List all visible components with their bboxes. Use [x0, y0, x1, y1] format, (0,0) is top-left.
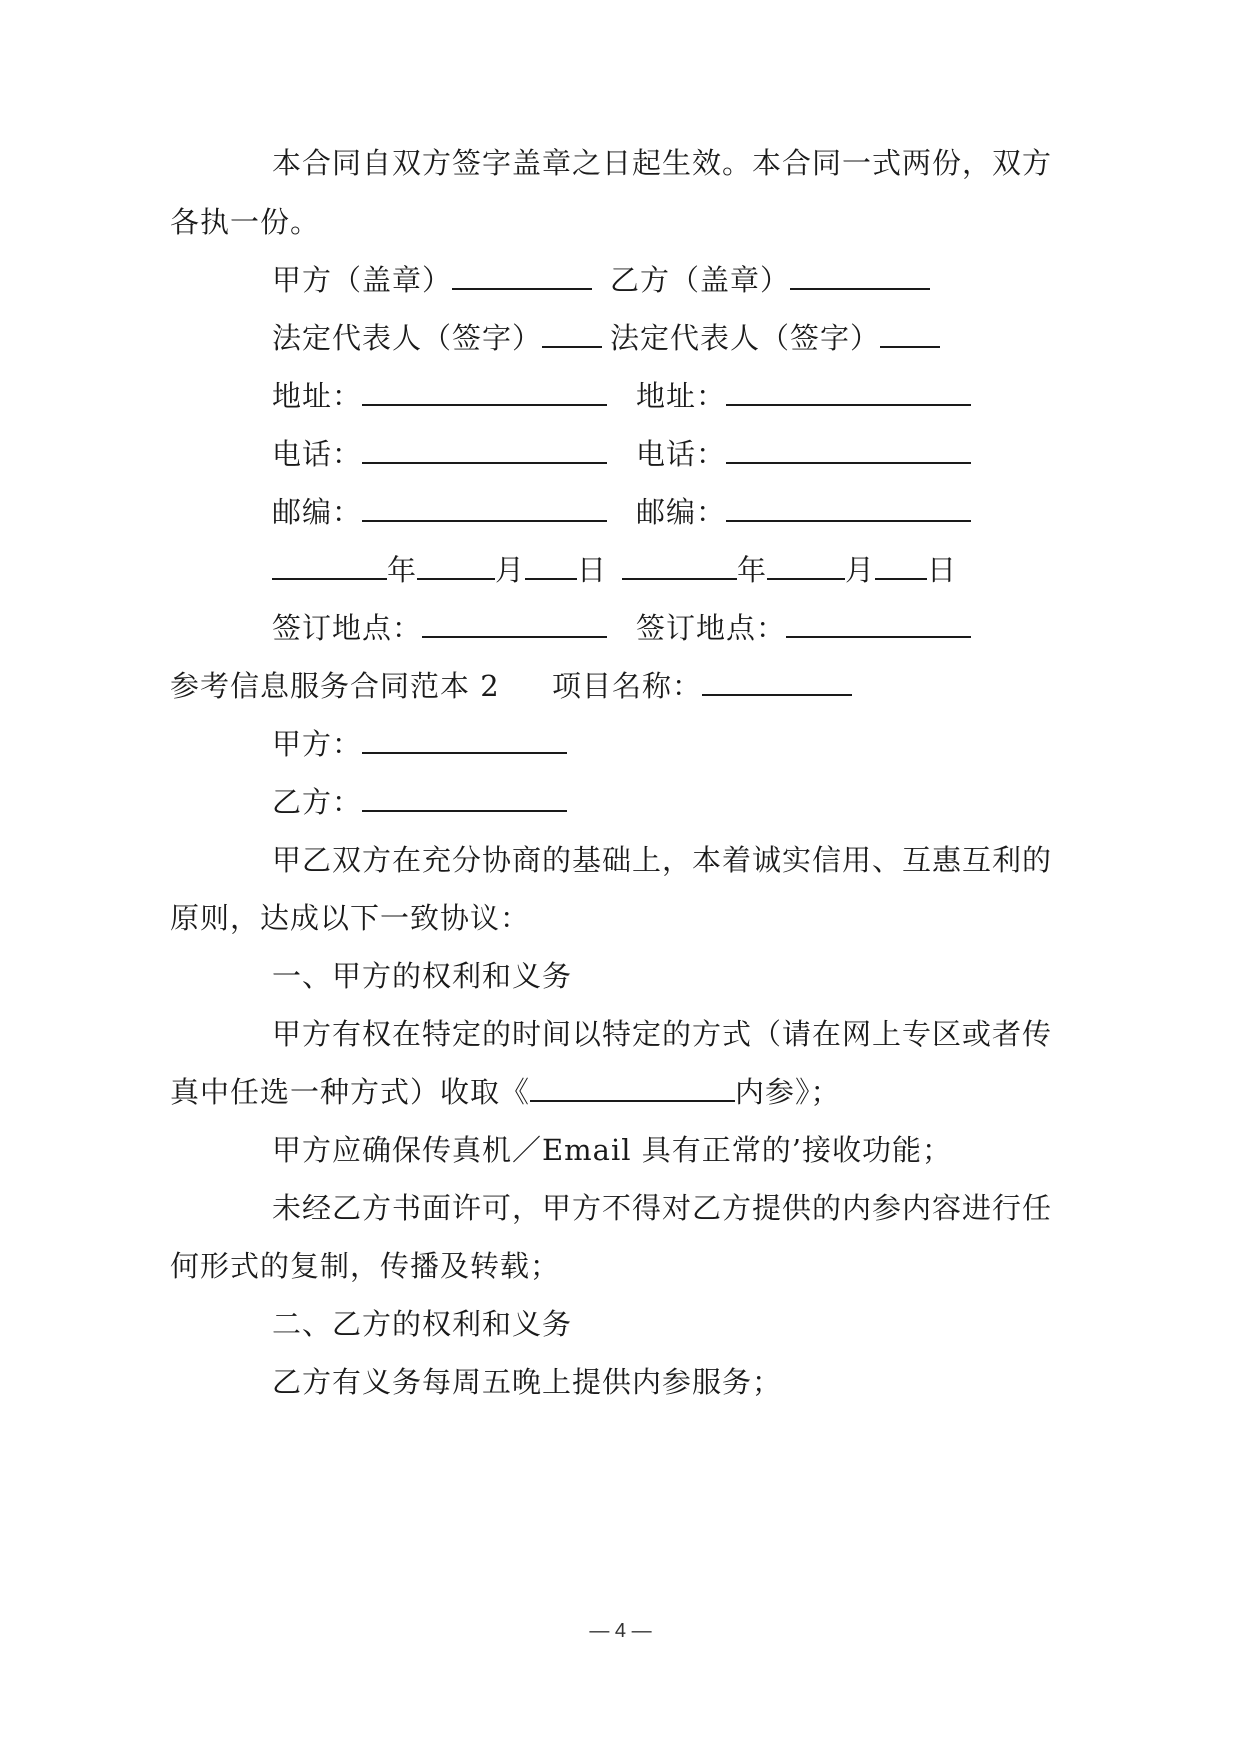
party-a-phone-row: [272, 434, 607, 474]
effective-clause-line1: 本合同自双方签字盖章之日起生效。本合同一式两份，双方: [272, 146, 1053, 180]
month-label: 月: [845, 553, 876, 587]
party-b-sign-place-blank[interactable]: [786, 610, 971, 638]
sample2-party-b-label: 乙方：: [272, 785, 363, 819]
party-a-date-row: [272, 550, 607, 590]
party-b-date-row: [622, 550, 957, 590]
party-b-postcode-row: [636, 492, 971, 532]
sample2-party-a-row: [272, 724, 567, 764]
party-b-month-blank[interactable]: [767, 552, 845, 580]
party-b-day-blank[interactable]: [875, 552, 927, 580]
party-a-address-blank[interactable]: [362, 378, 607, 406]
party-a-day-blank[interactable]: [525, 552, 577, 580]
party-b-address-row: [636, 376, 971, 416]
party-b-sign-place-label: 签订地点：: [636, 611, 787, 645]
section1-item1-post: 内参》；: [735, 1075, 841, 1109]
party-a-legal-rep-row: [272, 318, 602, 358]
party-a-address-row: [272, 376, 607, 416]
party-a-legal-rep-label: 法定代表人（签字）: [272, 321, 543, 355]
party-a-sign-place-row: [272, 608, 607, 648]
sample2-title: 参考信息服务合同范本 2: [170, 669, 500, 703]
party-b-legal-rep-label: 法定代表人（签字）: [610, 321, 881, 355]
intro-line1: 甲乙双方在充分协商的基础上，本着诚实信用、互惠互利的: [272, 843, 1053, 877]
sample2-party-b-row: [272, 782, 567, 822]
party-b-phone-row: [636, 434, 971, 474]
party-b-phone-blank[interactable]: [726, 436, 971, 464]
year-label: 年: [737, 553, 768, 587]
sample2-party-b-blank[interactable]: [362, 784, 567, 812]
party-a-postcode-row: [272, 492, 607, 532]
party-b-legal-rep-blank[interactable]: [880, 320, 940, 348]
project-name-blank[interactable]: [702, 668, 852, 696]
party-a-postcode-label: 邮编：: [272, 495, 363, 529]
section1-heading: 一、甲方的权利和义务: [272, 959, 573, 993]
sample2-party-a-blank[interactable]: [362, 726, 567, 754]
section1-item2: 甲方应确保传真机／Email 具有正常的’接收功能；: [272, 1133, 952, 1167]
party-a-phone-blank[interactable]: [362, 436, 607, 464]
section1-item1-pre: 真中任选一种方式）收取《: [170, 1075, 531, 1109]
party-b-year-blank[interactable]: [622, 552, 737, 580]
party-b-seal-row: [610, 260, 930, 300]
section2-item1: 乙方有义务每周五晚上提供内参服务；: [272, 1365, 783, 1399]
neican-name-blank[interactable]: [530, 1074, 735, 1102]
section1-item1-line2: [170, 1072, 841, 1112]
party-b-sign-place-row: [636, 608, 971, 648]
party-b-postcode-label: 邮编：: [636, 495, 727, 529]
section2-heading: 二、乙方的权利和义务: [272, 1307, 573, 1341]
party-b-phone-label: 电话：: [636, 437, 727, 471]
section1-item3-line2: 何形式的复制，传播及转载；: [170, 1249, 561, 1283]
party-b-address-blank[interactable]: [726, 378, 971, 406]
party-a-seal-blank[interactable]: [452, 262, 592, 290]
party-a-legal-rep-blank[interactable]: [542, 320, 602, 348]
project-name-row: [552, 666, 852, 706]
party-a-sign-place-label: 签订地点：: [272, 611, 423, 645]
section1-item1-line1: 甲方有权在特定的时间以特定的方式（请在网上专区或者传: [272, 1017, 1053, 1051]
month-label: 月: [495, 553, 526, 587]
year-label: 年: [387, 553, 418, 587]
effective-clause-line2: 各执一份。: [170, 205, 321, 239]
party-a-postcode-blank[interactable]: [362, 494, 607, 522]
sample2-party-a-label: 甲方：: [272, 727, 363, 761]
page-number: — 4 —: [589, 1620, 652, 1642]
section1-item3-line1: 未经乙方书面许可，甲方不得对乙方提供的内参内容进行任: [272, 1191, 1053, 1225]
day-label: 日: [577, 553, 608, 587]
intro-line2: 原则，达成以下一致协议：: [170, 901, 531, 935]
party-a-address-label: 地址：: [272, 379, 363, 413]
party-a-year-blank[interactable]: [272, 552, 387, 580]
party-a-seal-row: [272, 260, 592, 300]
party-b-seal-label: 乙方（盖章）: [610, 263, 791, 297]
party-a-sign-place-blank[interactable]: [422, 610, 607, 638]
day-label: 日: [927, 553, 958, 587]
party-a-seal-label: 甲方（盖章）: [272, 263, 453, 297]
party-b-legal-rep-row: [610, 318, 940, 358]
party-a-month-blank[interactable]: [417, 552, 495, 580]
party-b-address-label: 地址：: [636, 379, 727, 413]
party-b-seal-blank[interactable]: [790, 262, 930, 290]
party-a-phone-label: 电话：: [272, 437, 363, 471]
project-name-label: 项目名称：: [552, 669, 703, 703]
party-b-postcode-blank[interactable]: [726, 494, 971, 522]
